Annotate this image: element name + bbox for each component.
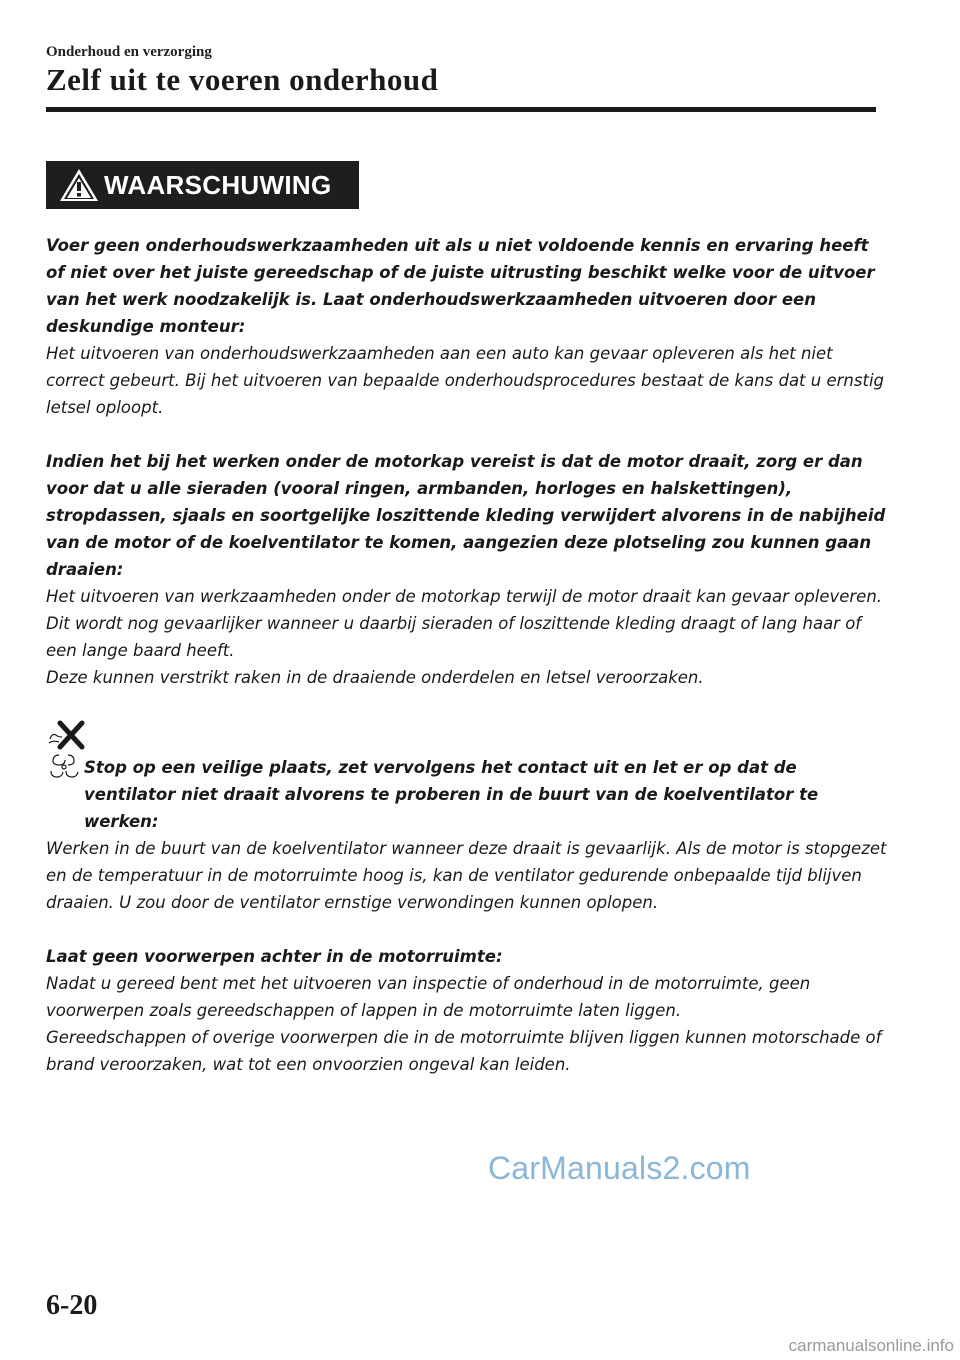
block-lead: Voer geen onderhoudswerkzaamheden uit als u niet voldoende kennis en ervaring heeft of niet over het juiste gereedschap of de juiste uitrusting beschikt welke voor de uitvoer van het werk noodzakelijk is. Laat onderhoudswerkzaamheden uitvoeren door een deskundige monteur: (46, 236, 875, 336)
section-label: Onderhoud en verzorging (46, 44, 212, 60)
warning-block-4 (46, 943, 888, 1078)
block-body: Nadat u gereed bent met het uitvoeren van inspectie of onderhoud in de motorruimte, geen voorwerpen zoals gereedschappen of lappen in de motorruimte laten liggen. (46, 974, 811, 1020)
warning-block-2 (46, 448, 888, 691)
warning-label: WAARSCHUWING (104, 169, 332, 200)
block-body: Gereedschappen of overige voorwerpen die in de motorruimte blijven liggen kunnen motorschade of brand veroorzaken, wat tot een onvoorzien ongeval kan leiden. (46, 1028, 882, 1074)
title-rule (46, 107, 876, 112)
block-lead: Stop op een veilige plaats, zet vervolgens het contact uit en let er op dat de ventilator niet draait alvorens te proberen in de buurt van de koelventilator te werken: (84, 758, 819, 831)
watermark: CarManuals2.com (488, 1150, 751, 1186)
block-body: Werken in de buurt van de koelventilator wanneer deze draait is gevaarlijk. Als de motor is stopgezet en de temperatuur in de motorruimte hoog is, kan de ventilator gedurende onbepaalde tijd blijven draaien. U zou door de ventilator ernstige verwondingen kunnen oplopen. (46, 839, 887, 912)
block-lead: Indien het bij het werken onder de motorkap vereist is dat de motor draait, zorg er dan voor dat u alle sieraden (vooral ringen, armbanden, horloges en halskettingen), stropdassen, sjaals en soortgelijke loszittende kleding verwijdert alvorens in de nabijheid van de motor of de koelventilator te komen, aangezien deze plotseling zou kunnen gaan draaien: (46, 452, 886, 579)
warning-banner (46, 161, 359, 209)
warning-block-3 (46, 719, 888, 916)
block-lead: Laat geen voorwerpen achter in de motorruimte: (46, 947, 503, 966)
warning-triangle-icon (58, 167, 100, 203)
warning-content (46, 232, 888, 1078)
block-body: Het uitvoeren van onderhoudswerkzaamheden aan een auto kan gevaar opleveren als het niet correct gebeurt. Bij het uitvoeren van bepaalde onderhoudsprocedures bestaat de kans dat u ernstig letsel oploopt. (46, 344, 884, 417)
page-number: 6-20 (46, 1290, 98, 1321)
block-body: Het uitvoeren van werkzaamheden onder de motorkap terwijl de motor draait kan gevaar opleveren. Dit wordt nog gevaarlijker wanneer u daarbij sieraden of loszittende kleding draagt of lang haar of een lange baard heeft. (46, 587, 883, 660)
footer-watermark: carmanualsonline.info (788, 1336, 954, 1355)
block-body: Deze kunnen verstrikt raken in de draaiende onderdelen en letsel veroorzaken. (46, 668, 704, 687)
warning-block-1 (46, 232, 888, 421)
page-title: Zelf uit te voeren onderhoud (46, 62, 439, 97)
